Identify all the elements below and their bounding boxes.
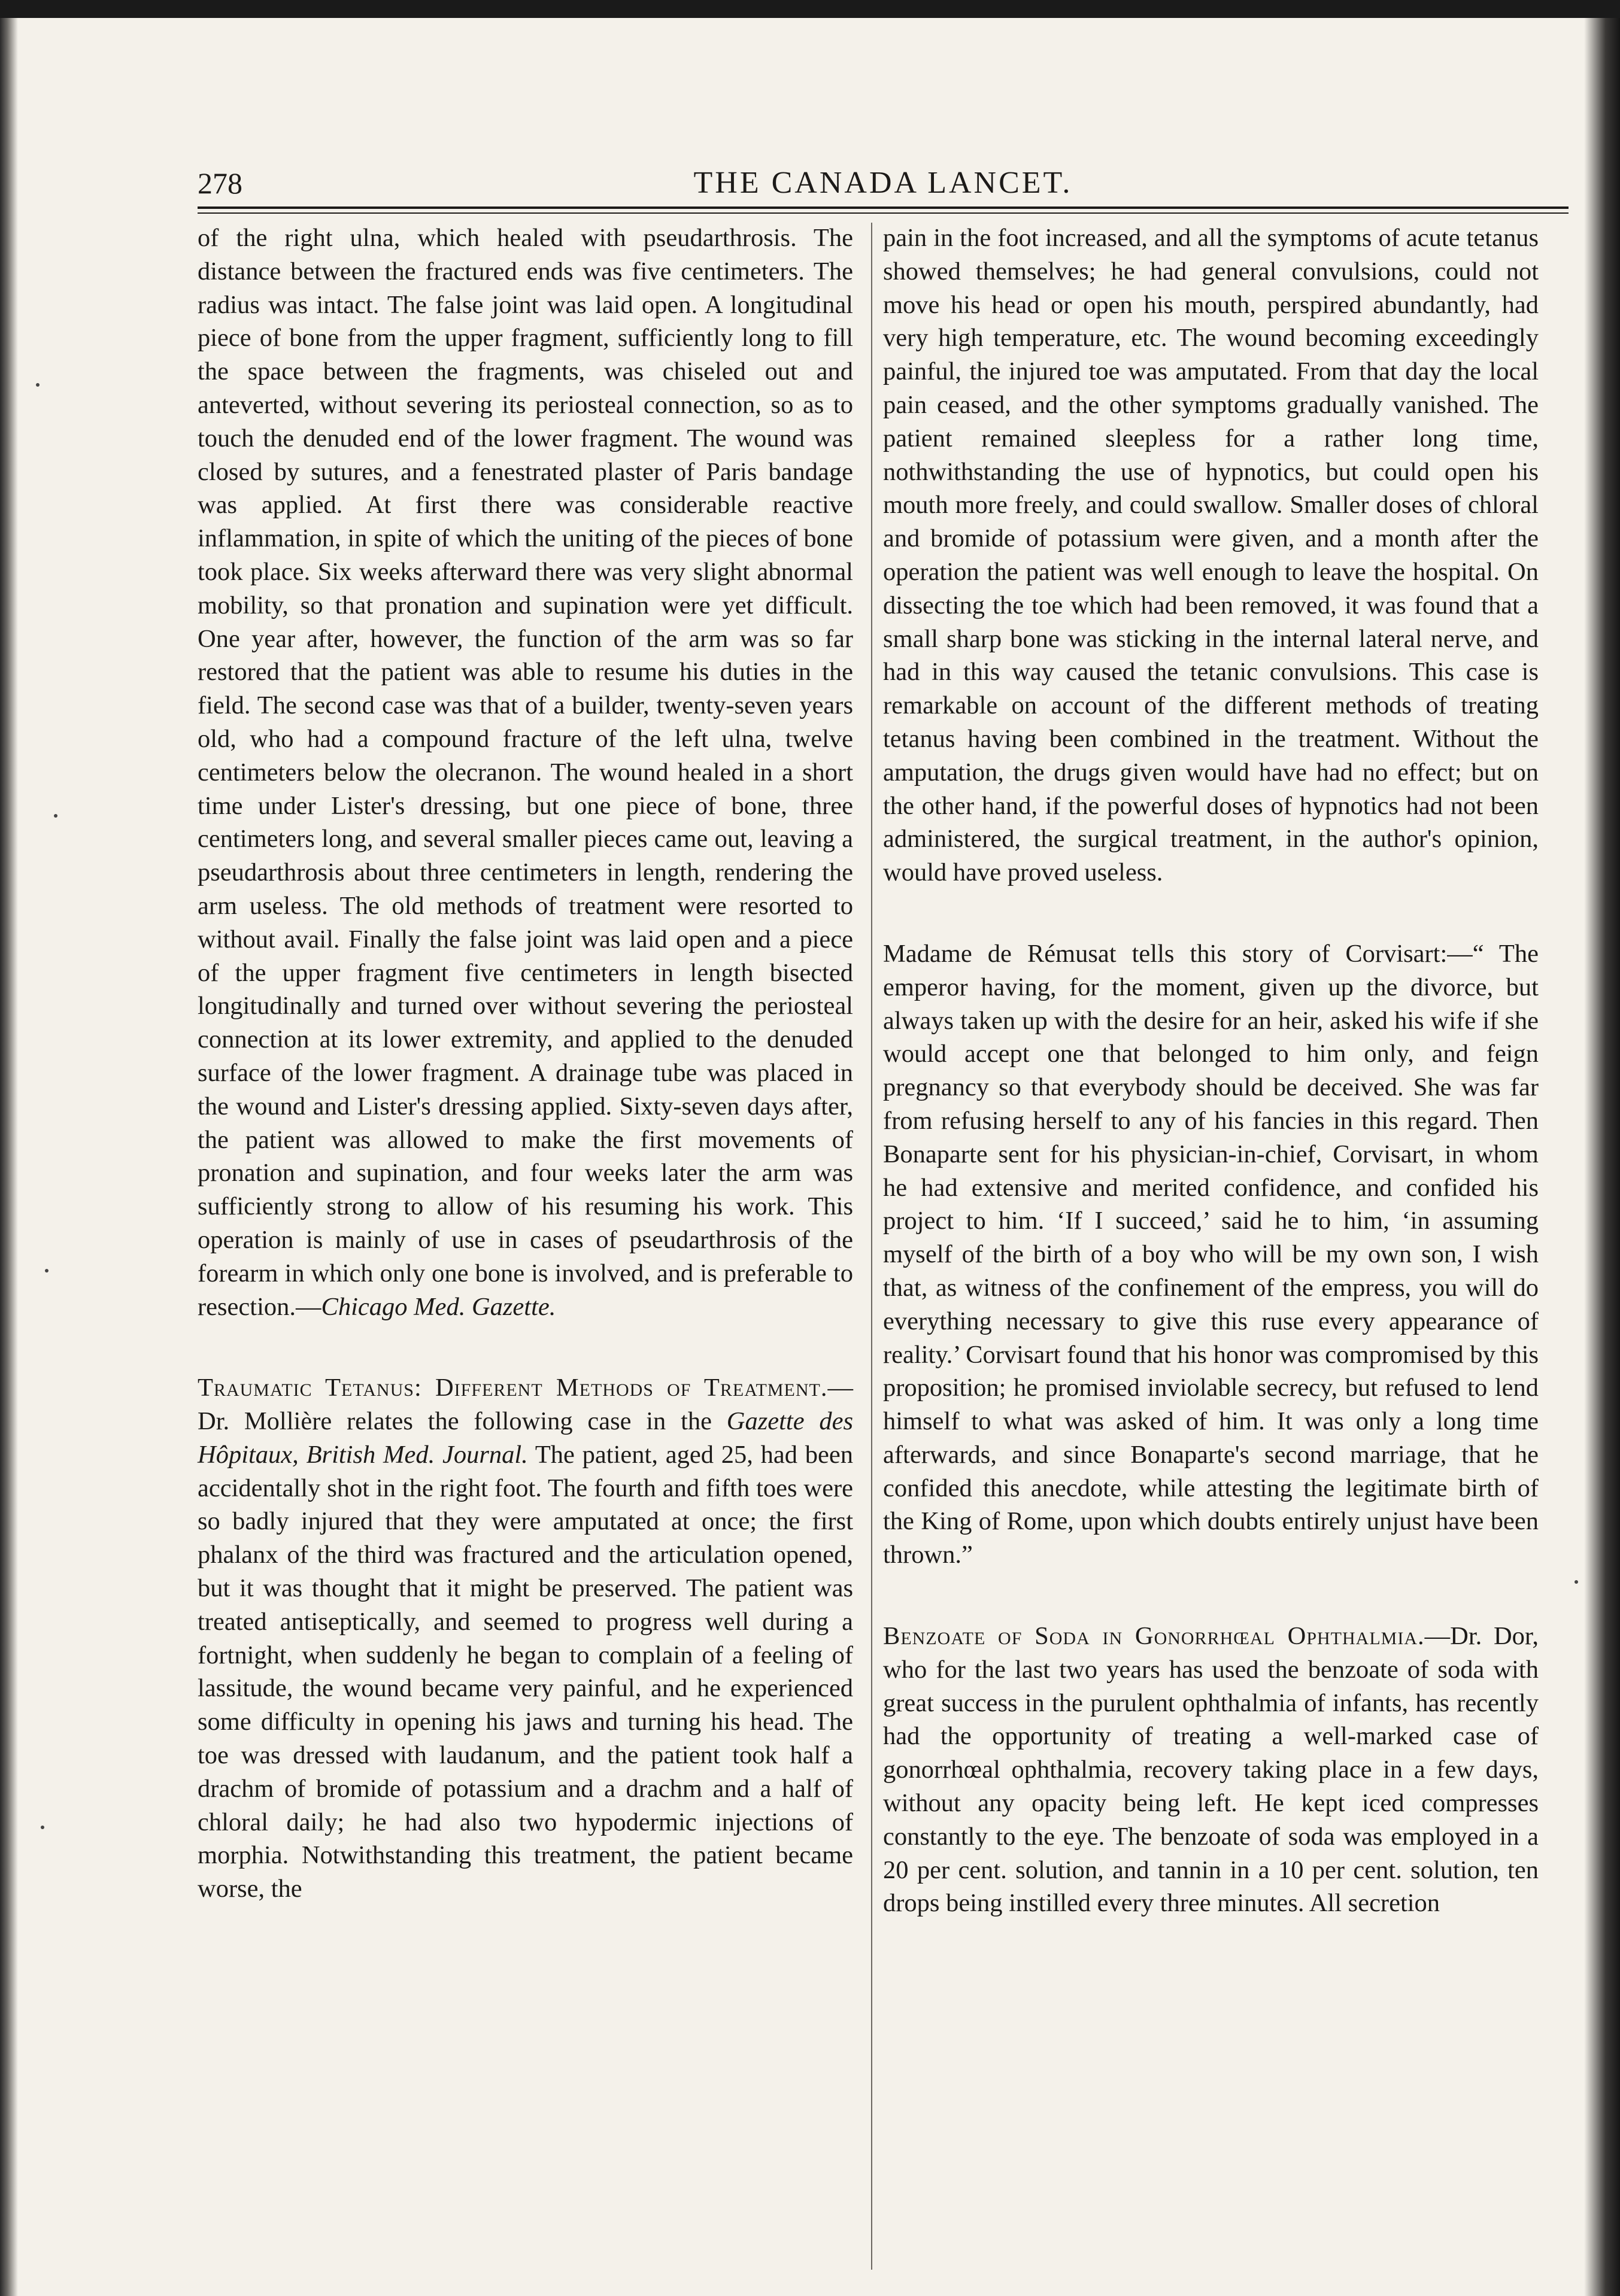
pseudarthrosis-text: of the right ulna, which healed with pseudarthrosis. The distance between the fractured ends was five centimeters. The radius was intact. The false joint was laid open. A longitudinal piece of bone from the upper fragment, sufficiently long to fill the space between the fragments, was chiseled out and anteverted, without severing its periosteal connection, so as to touch the denuded end of the lower fragment. The wound was closed by sutures, and a fenestrated plaster of Paris bandage was applied. At first there was considerable reactive inflammation, in spite of which the uniting of the pieces of bone took place. Six weeks afterward there was very slight abnormal mobility, so that pronation and supination were yet difficult. One year after, however, the function of the arm was so far restored that the patient was able to resume his duties in the field. The second case was that of a builder, twenty-seven years old, who had a compound fracture of the left ulna, twelve centimeters below the olecranon. The wound healed in a short time under Lister's dressing, but one piece of bone, three centimeters long, and several smaller pieces came out, leaving a pseudarthrosis about three centimeters in length, rendering the arm useless. The old methods of treatment were resorted to without avail. Finally the false joint was laid open and a piece of the upper fragment five centimeters in length bisected longitudinally and turned over without severing the periosteal connection at its lower extremity, and applied to the denuded surface of the lower fragment. A drainage tube was placed in the wound and Lister's dressing applied. Sixty-seven days after, the patient was allowed to make the first movements of pronation and supination, and four weeks later the arm was sufficiently strong to allow of his resuming his work. This operation is mainly of use in cases of pseudarthrosis of the forearm in which only one bone is involved, and is preferable to resection.— [198, 224, 853, 1321]
scan-speck [36, 383, 40, 387]
scan-speck [41, 1826, 44, 1829]
scan-left-edge [0, 18, 18, 2296]
header-rule [198, 206, 1569, 209]
tetanus-paragraph [198, 1371, 853, 1906]
header-rule-thin [198, 212, 1569, 214]
benzoate-text: —Dr. Dor, who for the last two years has used the benzoate of soda with great success in the purulent ophthalmia of infants, has recently had the opportunity of treating a well-marked case of gonorrhœal ophthalmia, recovery taking place in a few days, without any opacity being left. He kept iced compresses constantly to the eye. The benzoate of soda was employed in a 20 per cent. solution, and tannin in a 10 per cent. solution, ten drops being instilled every three minutes. All secretion [883, 1622, 1539, 1918]
tetanus-text: The patient, aged 25, had been accidentally shot in the right foot. The fourth and fifth toes were so badly injured that they were amputated at once; the first phalanx of the third was fractured and the articulation opened, but it was thought that it might be preserved. The patient was treated antiseptically, and seemed to progress well during a fortnight, when suddenly he began to complain of a feeling of lassitude, the wound became very painful, and he experienced some difficulty in opening his jaws and turning his head. The toe was dressed with laudanum, and the patient took half a drachm of bromide of potassium and a drachm and a half of chloral daily; he had also two hypodermic injections of morphia. Notwithstanding this treatment, the patient became worse, the [198, 1440, 853, 1903]
scan-right-edge [1584, 18, 1620, 2296]
pseudarthrosis-paragraph [198, 221, 853, 1323]
column-divider [871, 223, 872, 2270]
left-column [198, 221, 853, 1906]
tetanus-intro: —Dr. Mollière relates the following case in the [198, 1374, 853, 1436]
scan-speck [1575, 1580, 1578, 1584]
scan-speck [45, 1269, 48, 1272]
tetanus-source: Gazette des Hôpitaux, British Med. Journal. [198, 1407, 853, 1469]
pseudarthrosis-source: Chicago Med. Gazette. [321, 1292, 556, 1321]
right-column [883, 221, 1539, 1920]
tetanus-continued-paragraph: pain in the foot increased, and all the symptoms of acute tetanus showed themselves; he had general convulsions, could not move his head or open his mouth, perspired abundantly, had very high temperature, etc. The wound becoming exceedingly painful, the injured toe was amputated. From that day the local pain ceased, and the other symptoms gradually vanished. The patient remained sleepless for a rather long time, nothwithstanding the use of hypnotics, but could open his mouth more freely, and could swallow. Smaller doses of chloral and bromide of potassium were given, and a month after the operation the patient was well enough to leave the hospital. On dissecting the toe which had been removed, it was found that a small sharp bone was sticking in the internal lateral nerve, and had in this way caused the tetanic convulsions. This case is remarkable on account of the different methods of treating tetanus having been combined in the treatment. Without the amputation, the drugs given would have had no effect; but on the other hand, if the powerful doses of hypnotics had not been administered, the surgical treatment, in the author's opinion, would have proved useless. [883, 224, 1539, 887]
page-number: 278 [198, 166, 242, 200]
tetanus-heading: Traumatic Tetanus: Different Methods of Treatment. [198, 1374, 828, 1402]
running-title: THE CANADA LANCET. [693, 166, 1073, 200]
benzoate-heading: Benzoate of Soda in Gonorrhœal Ophthalmia. [883, 1622, 1425, 1651]
corvisart-paragraph: Madame de Rémusat tells this story of Corvisart:—“ The emperor having, for the moment, given up the divorce, but always taken up with the desire for an heir, asked his wife if she would accept one that belonged to him only, and feign pregnancy so that everybody should be deceived. She was far from refusing herself to any of his fancies in this regard. Then Bonaparte sent for his physician-in-chief, Corvisart, in whom he had extensive and merited confidence, and confided his project to him. ‘If I succeed,’ said he to him, ‘in assuming myself of the birth of a boy who will be my own son, I wish that, as witness of the confinement of the empress, you will do everything necessary to give this ruse every appearance of reality.’ Corvisart found that his honor was compromised by this proposition; he promised inviolable secrecy, but refused to lend himself to what was asked of him. It was only a long time afterwards, and since Bonaparte's second marriage, that he confided this anecdote, while attesting the legitimate birth of the King of Rome, upon which doubts entirely unjust have been thrown.” [883, 939, 1539, 1569]
page-header [198, 165, 1569, 201]
scan-speck [54, 814, 57, 818]
scan-top-border [0, 0, 1620, 18]
benzoate-paragraph [883, 1620, 1539, 1920]
